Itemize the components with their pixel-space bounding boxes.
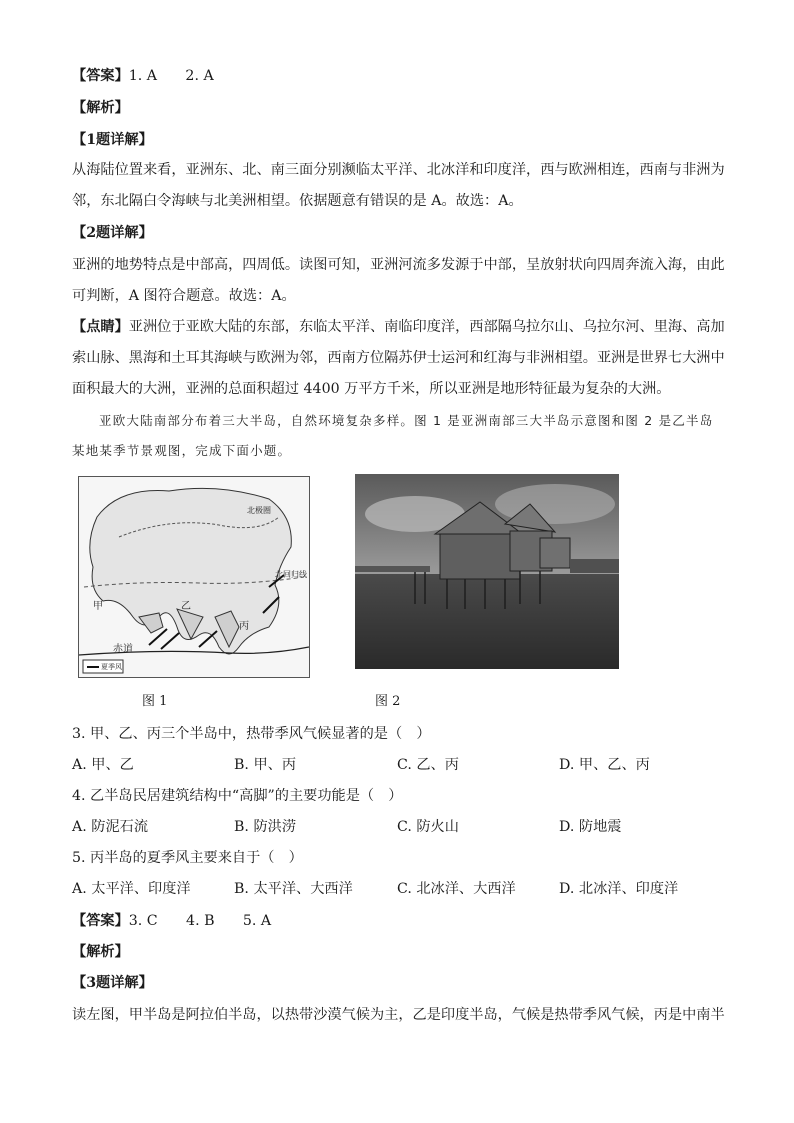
q2-detail-heading: 【2题详解】 (72, 225, 153, 241)
map-label-jia: 甲 (93, 601, 103, 612)
q4-option-c: C. 防火山 (397, 819, 459, 835)
q1-detail-heading: 【1题详解】 (72, 132, 153, 148)
intro-line-1: 亚欧大陆南部分布着三大半岛，自然环境复杂多样。图 1 是亚洲南部三大半岛示意图和图 2 是乙半岛 (99, 413, 714, 428)
answer-line-2 (72, 911, 271, 931)
map-label-yi: 乙 (181, 601, 191, 612)
map-label-tropic: 北回归线 (275, 570, 307, 579)
q1-detail-line-2: 邻，东北隔白令海峡与北美洲相望。依据题意有错误的是 A。故选：A。 (72, 193, 523, 209)
answer-text: 1. A 2. A (128, 68, 214, 84)
figure-1-map (78, 476, 310, 678)
q2-detail-line-2: 可判断，A 图符合题意。故选：A。 (72, 288, 296, 304)
q3-option-d: D. 甲、乙、丙 (559, 757, 650, 773)
map-label-equator: 赤道 (113, 644, 133, 655)
answer-text-2: 3. C 4. B 5. A (128, 913, 272, 929)
map-label-arctic-circle: 北极圈 (247, 506, 271, 515)
map-label-bing: 丙 (239, 621, 249, 632)
figure-1-caption: 图 1 (142, 694, 168, 709)
analysis-heading-1: 【解析】 (72, 100, 129, 116)
dianjing-line-1 (72, 317, 725, 337)
answer-tag-2: 【答案】 (72, 913, 129, 929)
q3-stem: 3. 甲、乙、丙三个半岛中，热带季风气候显著的是（ ） (72, 726, 431, 742)
dianjing-text-1: 亚洲位于亚欧大陆的东部，东临太平洋、南临印度洋，西部隔乌拉尔山、乌拉尔河、里海、高加 (128, 319, 725, 335)
q3-detail-line-1: 读左图，甲半岛是阿拉伯半岛，以热带沙漠气候为主，乙是印度半岛，气候是热带季风气候，丙是中南半 (72, 1007, 725, 1023)
analysis-heading-2: 【解析】 (72, 944, 129, 960)
map-legend-monsoon: 夏季风 (101, 663, 122, 671)
q5-option-c: C. 北冰洋、大西洋 (397, 881, 516, 897)
q5-option-d: D. 北冰洋、印度洋 (559, 881, 679, 897)
q4-option-a: A. 防泥石流 (72, 819, 149, 835)
q3-option-b: B. 甲、丙 (234, 757, 297, 773)
q3-option-a: A. 甲、乙 (72, 757, 134, 773)
dianjing-line-3: 面积最大的大洲，亚洲的总面积超过 4400 万平方千米，所以亚洲是地形特征最为复杂的大洲。 (72, 381, 671, 397)
figure-2-photo (355, 474, 619, 669)
dianjing-line-2: 索山脉、黑海和土耳其海峡与欧洲为邻，西南方位隔苏伊士运河和红海与非洲相望。亚洲是世界七大洲中 (72, 350, 725, 366)
q5-option-b: B. 太平洋、大西洋 (234, 881, 353, 897)
dianjing-tag: 【点睛】 (72, 319, 129, 335)
q1-detail-line-1: 从海陆位置来看，亚洲东、北、南三面分别濒临太平洋、北冰洋和印度洋，西与欧洲相连，西南与非洲为 (72, 162, 725, 178)
figure-2-caption: 图 2 (375, 694, 401, 709)
intro-line-2: 某地某季节景观图，完成下面小题。 (72, 443, 292, 458)
q4-option-d: D. 防地震 (559, 819, 622, 835)
answer-line-1 (72, 66, 214, 86)
q5-stem: 5. 丙半岛的夏季风主要来自于（ ） (72, 850, 303, 866)
q4-stem: 4. 乙半岛民居建筑结构中“高脚”的主要功能是（ ） (72, 788, 403, 804)
q5-option-a: A. 太平洋、印度洋 (72, 881, 191, 897)
q3-option-c: C. 乙、丙 (397, 757, 459, 773)
q4-option-b: B. 防洪涝 (234, 819, 297, 835)
q3-detail-heading: 【3题详解】 (72, 975, 153, 991)
answer-tag: 【答案】 (72, 68, 129, 84)
q2-detail-line-1: 亚洲的地势特点是中部高，四周低。读图可知，亚洲河流多发源于中部，呈放射状向四周奔流入海，由此 (72, 257, 725, 273)
stilt-house-photo-graphic (355, 474, 619, 669)
